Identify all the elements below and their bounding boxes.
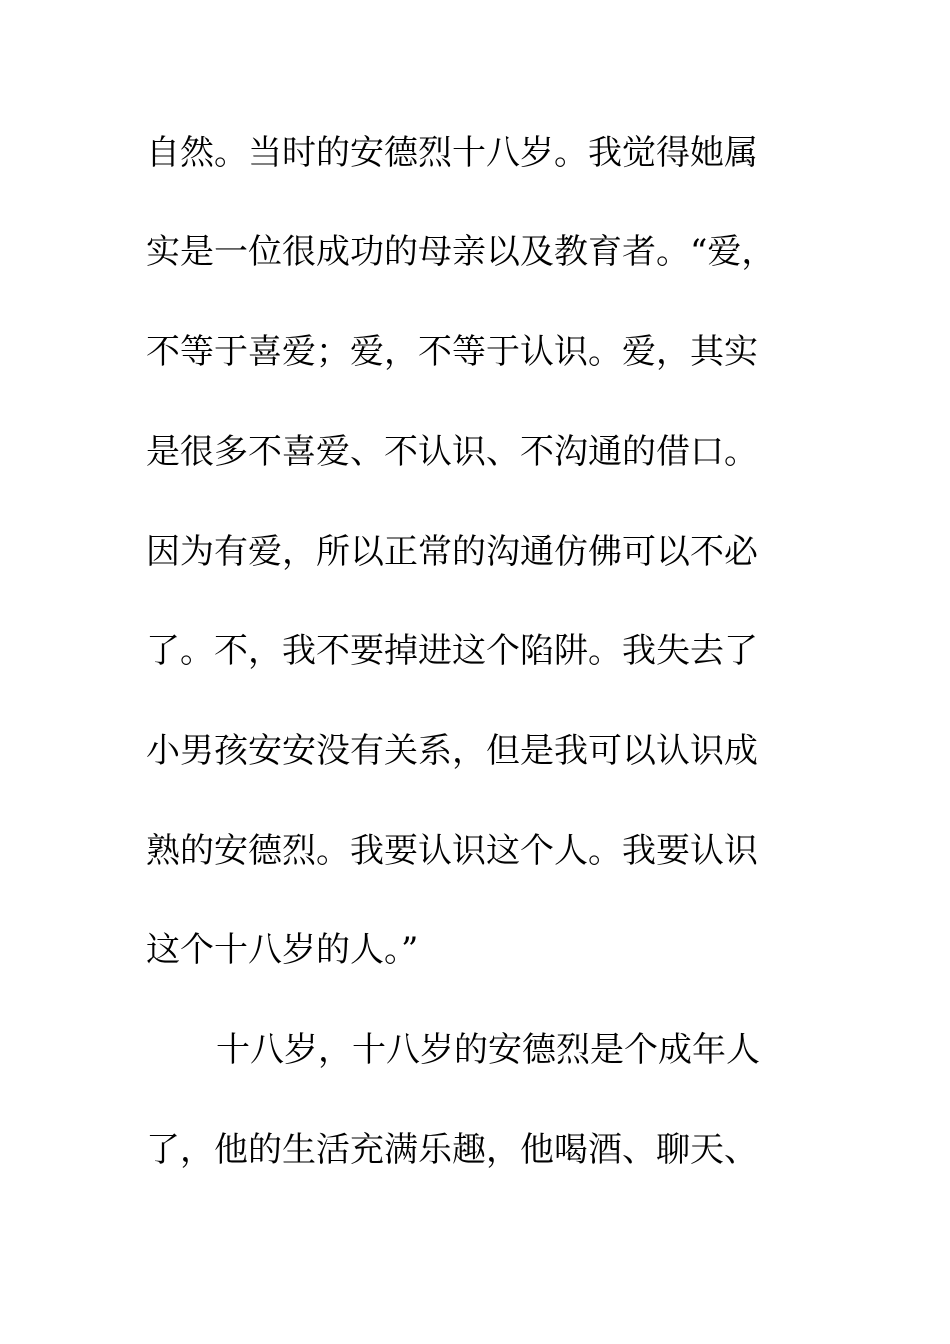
text-line-5: 因为有爱，所以正常的沟通仿佛可以不必 [146, 532, 758, 572]
text-line-6: 了。不，我不要掉进这个陷阱。我失去了 [146, 631, 758, 671]
text-line-10: 十八岁，十八岁的安德烈是个成年人 [216, 1030, 760, 1070]
text-line-11: 了，他的生活充满乐趣，他喝酒、聊天、 [146, 1130, 758, 1170]
text-line-9: 这个十八岁的人。” [146, 930, 419, 970]
text-line-7: 小男孩安安没有关系，但是我可以认识成 [146, 731, 758, 771]
text-line-4: 是很多不喜爱、不认识、不沟通的借口。 [146, 432, 758, 472]
text-line-2: 实是一位很成功的母亲以及教育者。“爱， [146, 232, 776, 272]
text-line-8: 熟的安德烈。我要认识这个人。我要认识 [146, 831, 758, 871]
text-line-1: 自然。当时的安德烈十八岁。我觉得她属 [146, 133, 758, 173]
text-line-3: 不等于喜爱；爱，不等于认识。爱，其实 [146, 332, 758, 372]
